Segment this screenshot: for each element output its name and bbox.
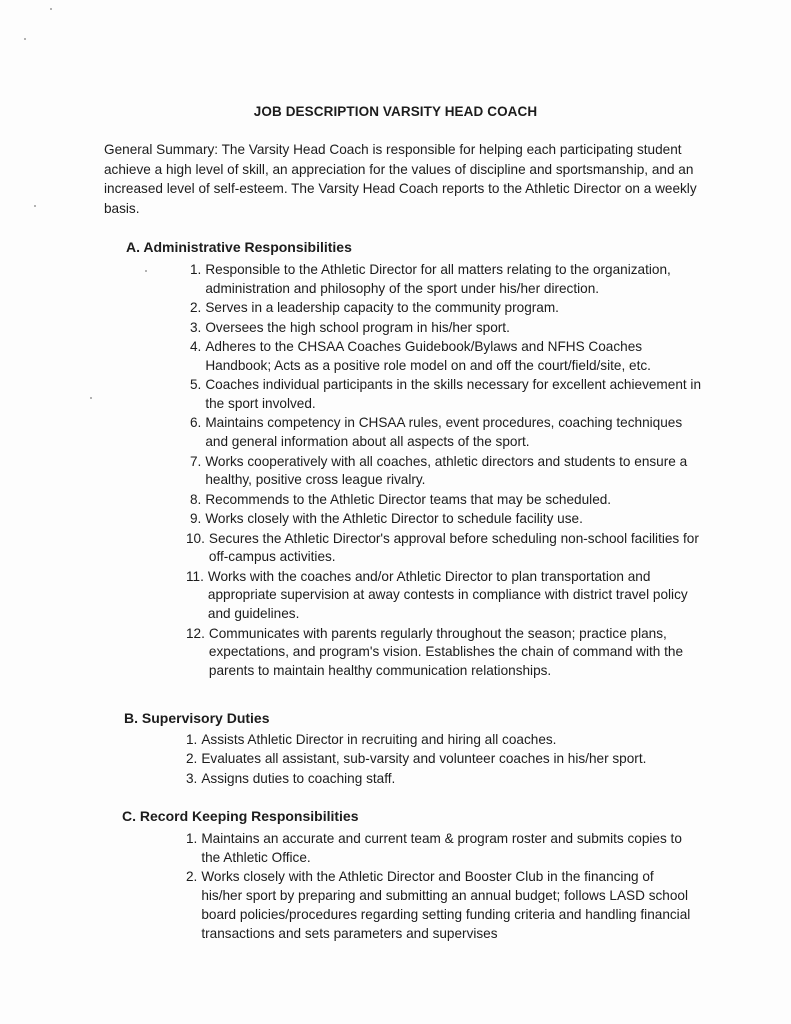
- list-item: [186, 770, 686, 789]
- item-text: Evaluates all assistant, sub-varsity and volunteer coaches in his/her sport.: [201, 751, 647, 767]
- administrative-responsibilities-list: [186, 261, 704, 682]
- item-text: Works closely with the Athletic Director to schedule facility use.: [205, 511, 583, 527]
- item-text: Adheres to the CHSAA Coaches Guidebook/Bylaws and NFHS Coaches Handbook; Acts as a positive role model on and off the court/field/site, etc.: [205, 338, 651, 373]
- item-number: 12.: [186, 625, 205, 641]
- item-number: 3.: [186, 770, 198, 786]
- item-text: Recommends to the Athletic Director teams that may be scheduled.: [205, 491, 612, 507]
- scan-speck: [50, 8, 52, 10]
- item-number: 4.: [190, 338, 202, 354]
- item-text: Works cooperatively with all coaches, athletic directors and students to ensure a healthy, positive cross league rivalry.: [205, 453, 688, 488]
- item-number: 8.: [190, 491, 202, 507]
- list-item: [186, 750, 686, 769]
- list-item: [190, 376, 704, 414]
- list-item: [186, 731, 686, 750]
- list-item: [190, 510, 704, 529]
- document-title: JOB DESCRIPTION VARSITY HEAD COACH: [253, 104, 538, 119]
- item-text: Works with the coaches and/or Athletic Director to plan transportation and appropriate supervision at away contests in compliance with district travel policy and guidelines.: [207, 568, 688, 622]
- item-number: 11.: [186, 568, 204, 584]
- section-heading-record-keeping: C. Record Keeping Responsibilities: [122, 808, 359, 824]
- item-number: 1.: [190, 262, 202, 277]
- item-number: 9.: [190, 511, 202, 527]
- item-text: Assigns duties to coaching staff.: [201, 770, 396, 786]
- list-item: [190, 453, 704, 491]
- item-number: 5.: [190, 377, 202, 393]
- item-number: 7.: [190, 453, 202, 469]
- item-number: 3.: [190, 319, 202, 335]
- item-number: 1.: [186, 732, 198, 747]
- scan-speck: [90, 397, 92, 399]
- general-summary: General Summary: The Varsity Head Coach is responsible for helping each participating student achieve a high level of skill, an appreciation for the values of discipline and sportsmanship, and an increased level of self-esteem. The Varsity Head Coach reports to the Athletic Director on a weekly basis.: [104, 142, 697, 216]
- item-text: Secures the Athletic Director's approval before scheduling non-school facilities for off-campus activities.: [208, 530, 699, 565]
- scan-speck: [145, 270, 147, 272]
- list-item: [190, 414, 704, 452]
- item-text: Serves in a leadership capacity to the community program.: [205, 300, 559, 316]
- item-text: Responsible to the Athletic Director for all matters relating to the organization, administration and philosophy of the sport under his/her direction.: [205, 262, 671, 296]
- item-number: 2.: [190, 300, 202, 316]
- list-item: [186, 625, 704, 681]
- list-item: [190, 261, 704, 299]
- list-item: [186, 530, 704, 568]
- list-item: [190, 338, 704, 376]
- list-item: [186, 868, 691, 943]
- list-item: [186, 830, 691, 868]
- item-number: 2.: [186, 751, 198, 767]
- section-heading-supervisory: B. Supervisory Duties: [124, 710, 270, 726]
- item-text: Communicates with parents regularly throughout the season; practice plans, expectations, and program's vision. Establishes the chain of command with the parents to maintain healthy communication relationships.: [208, 625, 684, 679]
- item-text: Oversees the high school program in his/her sport.: [205, 319, 510, 335]
- scan-speck: [34, 205, 36, 207]
- item-number: 10.: [186, 530, 205, 546]
- item-text: Works closely with the Athletic Director and Booster Club in the financing of his/her sport by preparing and submitting an annual budget; follows LASD school board policies/procedures regarding setting funding criteria and handling financial transactions and sets parameters and supervises: [201, 869, 691, 941]
- item-number: 6.: [190, 415, 202, 431]
- list-item: [190, 491, 704, 510]
- supervisory-duties-list: [186, 731, 686, 789]
- item-text: Coaches individual participants in the skills necessary for excellent achievement in the sport involved.: [205, 377, 702, 411]
- item-number: 1.: [186, 831, 198, 846]
- section-heading-administrative: A. Administrative Responsibilities: [126, 239, 352, 255]
- item-text: Maintains competency in CHSAA rules, event procedures, coaching techniques and general information about all aspects of the sport.: [205, 415, 683, 450]
- item-number: 2.: [186, 869, 198, 885]
- list-item: [190, 299, 704, 318]
- item-text: Maintains an accurate and current team & program roster and submits copies to the Athletic Office.: [201, 831, 682, 865]
- record-keeping-list: [186, 830, 691, 944]
- scan-speck: [24, 38, 26, 40]
- item-text: Assists Athletic Director in recruiting and hiring all coaches.: [201, 732, 557, 747]
- list-item: [190, 319, 704, 338]
- list-item: [186, 568, 704, 624]
